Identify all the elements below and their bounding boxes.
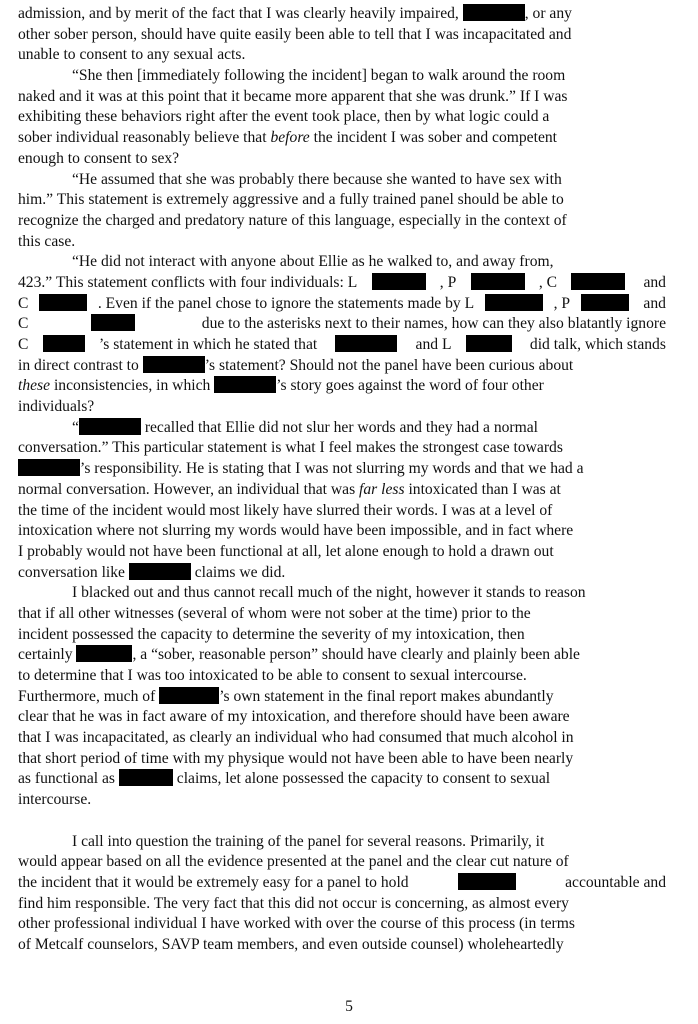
text-run: intoxicated than I was at (404, 480, 561, 498)
text-line (18, 707, 666, 728)
text-line (18, 4, 666, 25)
text-run: I blacked out and thus cannot recall much of the night, however it stands to reason (72, 584, 586, 602)
text-run: ’s statement? Should not the panel have been curious about (204, 356, 574, 374)
text-run: him.” This statement is extremely aggressive and a fully trained panel should be able to (18, 191, 564, 209)
text-line (18, 294, 666, 315)
text-run: intoxication where not slurring my words would have been impossible, and in fact where (18, 522, 574, 540)
text-run: unable to consent to any sexual acts. (18, 46, 246, 64)
text-run: conversation.” This particular statement is what I feel makes the strongest case towards (18, 439, 563, 457)
text-run: the incident I was sober and competent (309, 129, 557, 147)
text-line (18, 418, 666, 439)
text-line (18, 356, 666, 377)
text-run: this case. (18, 232, 76, 250)
redaction-block (143, 356, 205, 373)
text-line (18, 87, 666, 108)
text-line (18, 438, 666, 459)
redaction-block (39, 294, 87, 311)
text-run: recalled that Ellie did not slur her words and they had a normal (140, 418, 539, 436)
text-run: claims we did. (190, 563, 286, 581)
text-line (18, 832, 666, 853)
text-line (18, 66, 666, 87)
redaction-block (471, 273, 525, 290)
redaction-block (18, 459, 80, 476)
text-run: that if all other witnesses (several of whom were not sober at the time) prior to the (18, 604, 531, 622)
text-line (18, 273, 666, 294)
text-line (18, 873, 666, 894)
text-run: ’s own statement in the final report makes abundantly (219, 687, 554, 705)
redaction-block (119, 769, 173, 786)
text-line (18, 232, 666, 253)
text-line (18, 190, 666, 211)
text-run: I probably would not have been functional at all, let alone enough to hold a drawn out (18, 542, 554, 560)
text-line (18, 583, 666, 604)
text-line (18, 935, 666, 956)
text-run: of Metcalf counselors, SAVP team members, and even outside counsel) wholeheartedly (18, 935, 564, 953)
text-run: other professional individual I have worked with over the course of this process (in terms (18, 915, 575, 933)
text-line (18, 335, 666, 356)
text-line (18, 501, 666, 522)
text-run: C (18, 315, 29, 333)
text-run: . Even if the panel chose to ignore the statements made by L (97, 294, 475, 312)
text-run: other sober person, should have quite easily been able to tell that I was incapacitated and (18, 25, 572, 43)
text-run: certainly (18, 646, 77, 664)
text-run: intercourse. (18, 791, 92, 809)
text-run: accountable and (561, 873, 666, 891)
text-run: claims, let alone possessed the capacity to consent to sexual (172, 770, 551, 788)
text-run: clear that he was in fact aware of my intoxication, and therefore should have been aware (18, 708, 570, 726)
text-line (18, 852, 666, 873)
text-run: and (639, 273, 666, 291)
redaction-block (79, 418, 141, 435)
text-run: in direct contrast to (18, 356, 143, 374)
text-run: that I was incapacitated, as clearly an individual who had consumed that much alcohol in (18, 729, 574, 747)
redaction-block (335, 335, 397, 352)
text-run: to determine that I was too intoxicated to be able to consent to sexual intercourse. (18, 667, 527, 684)
text-line (18, 645, 666, 666)
redaction-block (458, 873, 516, 890)
text-run: and (639, 294, 666, 312)
text-line (18, 914, 666, 935)
text-run: exhibiting these behaviors right after the event took place, then by what logic could a (18, 108, 550, 126)
text-run: and L (411, 336, 452, 353)
text-run: ’s statement in which he stated that (98, 336, 322, 353)
text-line (18, 480, 666, 501)
text-run: that short period of time with my physique would not have been able to have been nearly (18, 749, 574, 767)
text-line (18, 107, 666, 128)
text-run: the time of the incident would most likely have slurred their words. I was at a level of (18, 501, 553, 519)
text-line (18, 563, 666, 584)
text-run: Furthermore, much of (18, 687, 160, 705)
text-line (18, 894, 666, 915)
italic-text: far less (359, 480, 405, 498)
redaction-block (129, 563, 191, 580)
text-run: sober individual reasonably believe that (18, 129, 271, 147)
text-run: 423.” This statement conflicts with four individuals: L (18, 273, 358, 291)
text-line (18, 25, 666, 46)
text-run: I call into question the training of the panel for several reasons. Primarily, it (72, 832, 545, 850)
redaction-block (159, 687, 219, 704)
text-line (18, 211, 666, 232)
text-run: “He did not interact with anyone about Ellie as he walked to, and away from, (72, 253, 554, 271)
text-run: as functional as (18, 770, 119, 788)
italic-text: before (270, 129, 310, 147)
redaction-block (463, 4, 525, 21)
text-line (18, 459, 666, 480)
text-run: normal conversation. However, an individual that was (18, 480, 360, 498)
redaction-block (571, 273, 625, 290)
text-run: enough to consent to sex? (18, 149, 180, 167)
redaction-block (76, 645, 132, 662)
text-line (18, 149, 666, 170)
document-body (18, 4, 666, 956)
text-run: find him responsible. The very fact that this did not occur is concerning, as almost every (18, 894, 569, 912)
text-line (18, 314, 666, 335)
text-line (18, 376, 666, 397)
text-line (18, 542, 666, 563)
redaction-block (466, 335, 512, 352)
text-run: individuals? (18, 398, 95, 416)
text-line (18, 170, 666, 191)
text-line (18, 45, 666, 66)
text-line (18, 666, 666, 687)
text-run: inconsistencies, in which (50, 377, 215, 395)
text-line (18, 604, 666, 625)
text-run: , P (439, 273, 457, 291)
text-line (18, 687, 666, 708)
text-run: did talk, which stands (526, 336, 666, 353)
italic-text: these (18, 377, 51, 395)
text-line (18, 749, 666, 770)
redaction-block (372, 273, 426, 290)
redaction-block (214, 376, 276, 393)
redaction-block (581, 294, 629, 311)
text-run: would appear based on all the evidence presented at the panel and the clear cut nature of (18, 853, 569, 871)
text-run: , a “sober, reasonable person” should have clearly and plainly been able (132, 646, 580, 664)
text-run: naked and it was at this point that it became more apparent that she was drunk.” If I was (18, 87, 568, 105)
text-line (18, 397, 666, 418)
text-line (18, 252, 666, 273)
text-run: ’s responsibility. He is stating that I was not slurring my words and that we had a (80, 460, 584, 478)
redaction-block (43, 335, 85, 352)
page-number: 5 (345, 998, 353, 1015)
text-line (18, 521, 666, 542)
text-run: the incident that it would be extremely easy for a panel to hold (18, 873, 413, 891)
text-run: admission, and by merit of the fact that I was clearly heavily impaired, (18, 5, 463, 22)
text-run: , or any (524, 5, 572, 22)
text-line (18, 625, 666, 646)
text-run: ’s story goes against the word of four other (276, 377, 544, 395)
redaction-block (91, 314, 135, 331)
text-run: recognize the charged and predatory nature of this language, especially in the context of (18, 211, 567, 229)
text-line (18, 728, 666, 749)
text-line (18, 790, 666, 811)
paragraph-gap (18, 811, 666, 832)
text-run: , P (553, 294, 571, 312)
text-line (18, 128, 666, 149)
text-run: incident possessed the capacity to determine the severity of my intoxication, then (18, 625, 525, 643)
text-run: “She then [immediately following the incident] began to walk around the room (72, 67, 566, 85)
text-run: due to the asterisks next to their names, how can they also blatantly ignore (197, 315, 666, 333)
text-run: “He assumed that she was probably there because she wanted to have sex with (72, 170, 562, 188)
text-run: C (18, 294, 29, 312)
text-run: “ (72, 418, 79, 436)
text-run: conversation like (18, 563, 129, 581)
text-line (18, 769, 666, 790)
text-run: , C (538, 273, 558, 291)
redaction-block (485, 294, 543, 311)
text-run: C (18, 336, 29, 353)
